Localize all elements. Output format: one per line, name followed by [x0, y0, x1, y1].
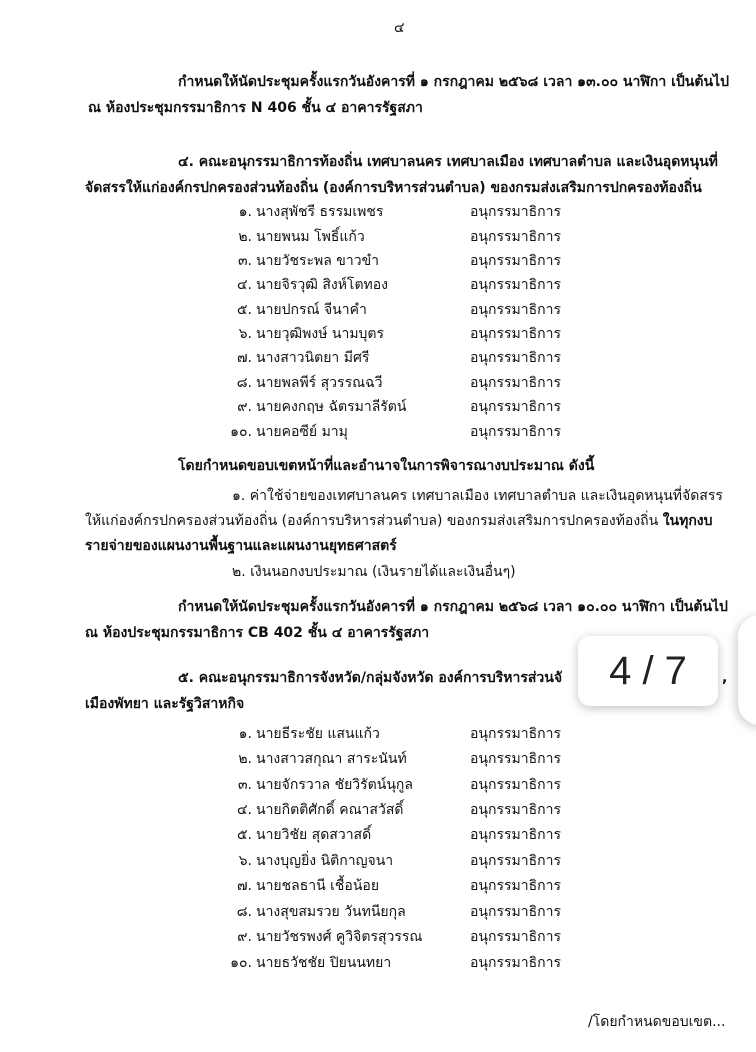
list-item: ๕. นายปกรณ์ จีนาคำ — [236, 302, 367, 318]
sec4-scope1-line2: ให้แก่องค์กรปกครองส่วนท้องถิ่น (องค์การบริหารส่วนตำบล) ของกรมส่งเสริมการปกครองท้องถิ่น ในทุกงบ — [85, 513, 713, 529]
list-item: ๓. นายจักรวาล ชัยวิรัตน์นุกูล — [237, 777, 413, 793]
list-item: ๙. นายวัชรพงศ์ คูวิจิตรสุวรรณ — [237, 929, 423, 945]
member-role: อนุกรรมาธิการ — [470, 777, 561, 793]
member-role: อนุกรรมาธิการ — [470, 399, 561, 415]
member-role: อนุกรรมาธิการ — [470, 929, 561, 945]
scroll-handle[interactable] — [738, 615, 756, 725]
footer-continue: /โดยกำหนดขอบเขต... — [588, 1014, 726, 1030]
list-item: ๔. นายกิตติศักดิ์ คณาสวัสดิ์ — [236, 802, 404, 818]
list-item: ๙. นายคงกฤษ ฉัตรมาลีรัตน์ — [237, 399, 407, 415]
sec5-heading-tail: , — [722, 670, 728, 686]
list-item: ๑๐. นายคอซีย์ มามุ — [230, 424, 348, 440]
member-role: อนุกรรมาธิการ — [470, 302, 561, 318]
member-role: อนุกรรมาธิการ — [470, 350, 561, 366]
member-role: อนุกรรมาธิการ — [470, 802, 561, 818]
member-role: อนุกรรมาธิการ — [470, 878, 561, 894]
member-role: อนุกรรมาธิการ — [470, 424, 561, 440]
sec5-heading-line1: ๕. คณะอนุกรรมาธิการจังหวัด/กลุ่มจังหวัด องค์การบริหารส่วนจั — [178, 670, 563, 686]
list-item: ๗. นายชลธานี เชื้อน้อย — [237, 878, 380, 894]
member-role: อนุกรรมาธิการ — [470, 253, 561, 269]
list-item: ๖. นายวุฒิพงษ์ นามบุตร — [238, 326, 385, 342]
page-number: ๔ — [394, 20, 405, 36]
list-item: ๖. นางบุญยิ่ง นิติกาญจนา — [238, 853, 394, 869]
member-role: อนุกรรมาธิการ — [470, 904, 561, 920]
member-role: อนุกรรมาธิการ — [470, 277, 561, 293]
member-role: อนุกรรมาธิการ — [470, 375, 561, 391]
sec4-scope-heading: โดยกำหนดขอบเขตหน้าที่และอำนาจในการพิจารณางบประมาณ ดังนี้ — [178, 458, 595, 474]
sec4-heading-line1: ๔. คณะอนุกรรมาธิการท้องถิ่น เทศบาลนคร เทศบาลเมือง เทศบาลตำบล และเงินอุดหนุนที่ — [178, 154, 718, 170]
sec4-meeting-line1: กำหนดให้นัดประชุมครั้งแรกวันอังคารที่ ๑ กรกฎาคม ๒๕๖๘ เวลา ๑๐.๐๐ นาฬิกา เป็นต้นไป — [178, 599, 728, 615]
member-role: อนุกรรมาธิการ — [470, 853, 561, 869]
sec3-meeting-line1: กำหนดให้นัดประชุมครั้งแรกวันอังคารที่ ๑ กรกฎาคม ๒๕๖๘ เวลา ๑๓.๐๐ นาฬิกา เป็นต้นไป — [178, 74, 729, 90]
sec4-scope2: ๒. เงินนอกงบประมาณ (เงินรายได้และเงินอื่นๆ) — [232, 564, 516, 580]
sec3-meeting-line2: ณ ห้องประชุมกรรมาธิการ N 406 ชั้น ๔ อาคารรัฐสภา — [88, 100, 423, 116]
member-role: อนุกรรมาธิการ — [470, 326, 561, 342]
member-role: อนุกรรมาธิการ — [470, 229, 561, 245]
list-item: ๑. นายธีระชัย แสนแก้ว — [238, 726, 380, 742]
member-role: อนุกรรมาธิการ — [470, 204, 561, 220]
sec4-heading-line2: จัดสรรให้แก่องค์กรปกครองส่วนท้องถิ่น (องค์การบริหารส่วนตำบล) ของกรมส่งเสริมการปกครองท้องถิ่น — [85, 180, 702, 196]
member-role: อนุกรรมาธิการ — [470, 955, 561, 971]
list-item: ๑. นางสุพัชรี ธรรมเพชร — [238, 204, 384, 220]
list-item: ๑๐. นายธวัชชัย ปิยนนทยา — [230, 955, 392, 971]
member-role: อนุกรรมาธิการ — [470, 726, 561, 742]
list-item: ๒. นางสาวสกุณา สาระนันท์ — [238, 751, 407, 767]
sec4-scope1-line3: รายจ่ายของแผนงานพื้นฐานและแผนงานยุทธศาสตร์ — [85, 538, 397, 554]
list-item: ๔. นายจิรวุฒิ สิงห์โตทอง — [236, 277, 389, 293]
sec5-heading-line2: เมืองพัทยา และรัฐวิสาหกิจ — [85, 696, 245, 712]
list-item: ๘. นางสุขสมรวย วันทนียกุล — [236, 904, 406, 920]
list-item: ๒. นายพนม โพธิ์แก้ว — [238, 229, 365, 245]
list-item: ๓. นายวัชระพล ขาวขำ — [237, 253, 380, 269]
member-role: อนุกรรมาธิการ — [470, 751, 561, 767]
list-item: ๕. นายวิชัย สุดสวาสดิ์ — [236, 827, 372, 843]
member-role: อนุกรรมาธิการ — [470, 827, 561, 843]
page-indicator: 4 / 7 — [578, 636, 718, 706]
list-item: ๘. นายพลพีร์ สุวรรณฉวี — [236, 375, 383, 391]
sec4-scope1-line1: ๑. ค่าใช้จ่ายของเทศบาลนคร เทศบาลเมือง เทศบาลตำบล และเงินอุดหนุนที่จัดสรร — [232, 488, 723, 504]
sec4-meeting-line2: ณ ห้องประชุมกรรมาธิการ CB 402 ชั้น ๔ อาคารรัฐสภา — [85, 625, 430, 641]
list-item: ๗. นางสาวนิตยา มีศรี — [237, 350, 370, 366]
